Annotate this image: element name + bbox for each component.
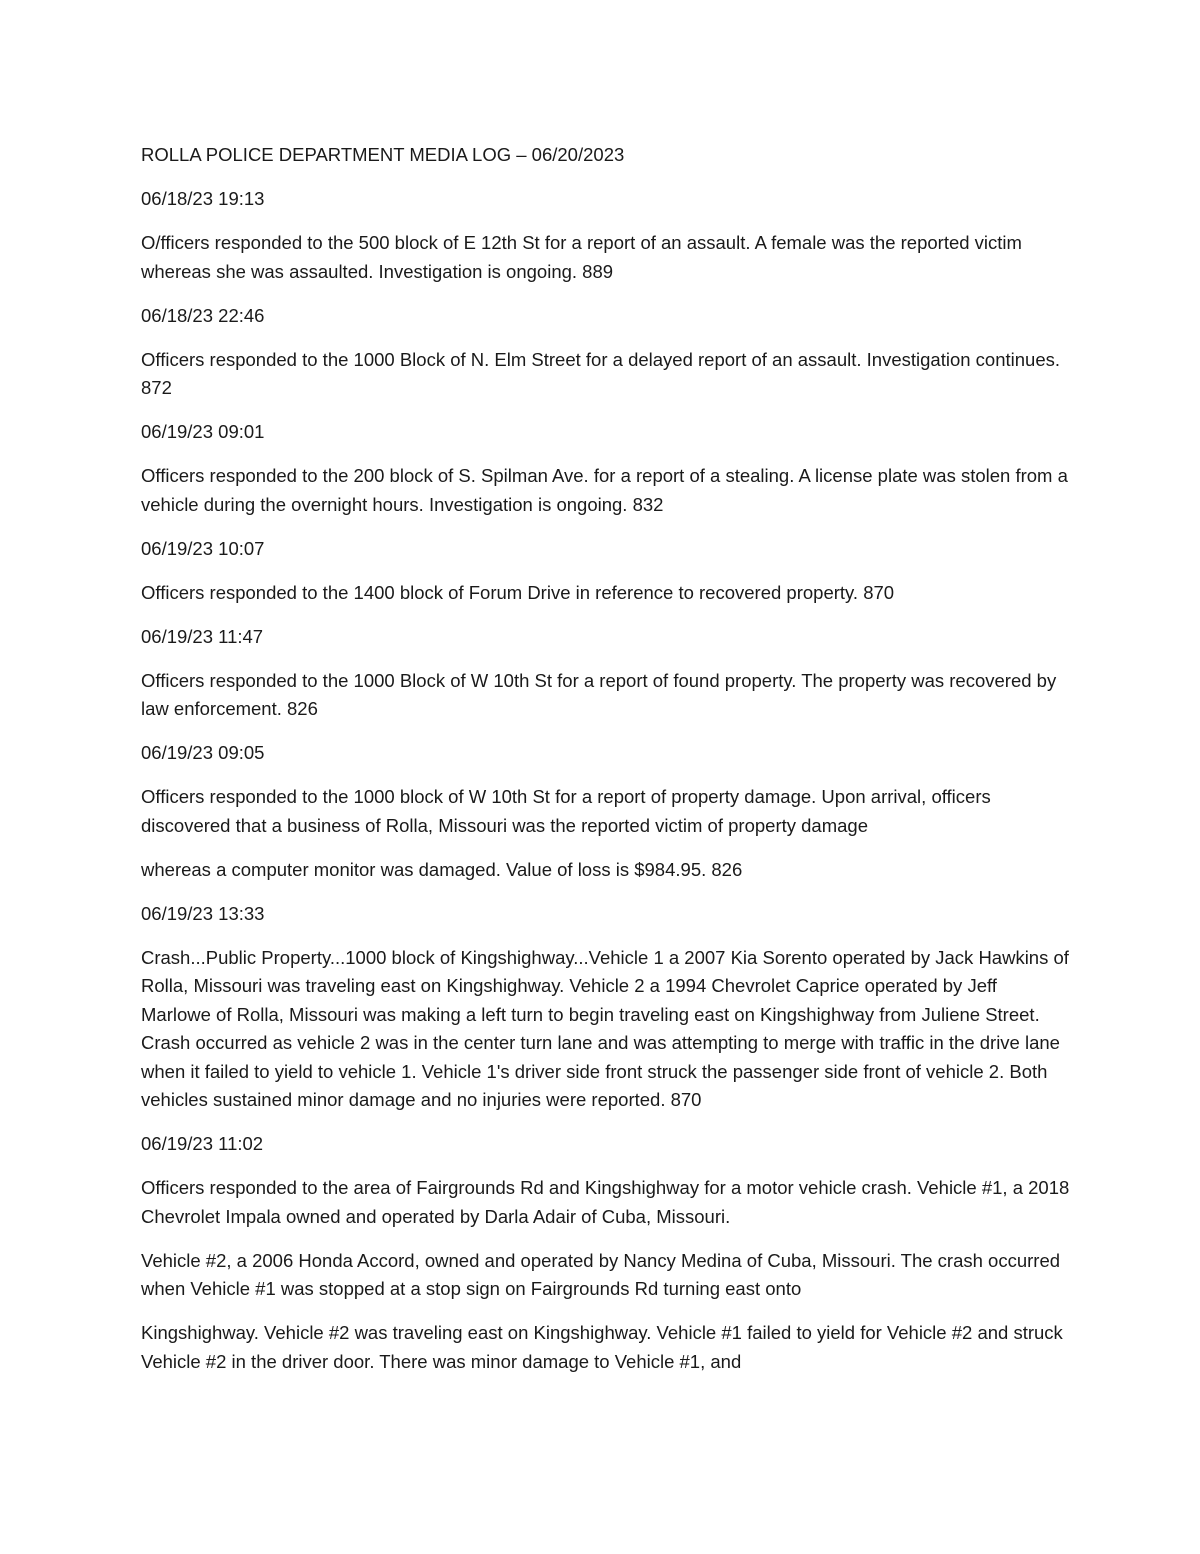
entry-text: Officers responded to the 1400 block of Forum Drive in reference to recovered property. 870: [141, 581, 895, 603]
log-entry: [141, 1130, 1071, 1376]
entry-timestamp: 06/19/23 11:47: [141, 625, 264, 647]
entry-timestamp: 06/19/23 13:33: [141, 902, 265, 924]
entry-text: O/fficers responded to the 500 block of E 12th St for a report of an assault. A female was the reported victim whereas she was assaulted. Investigation is ongoing. 889: [141, 232, 1022, 282]
entry-timestamp: 06/19/23 09:05: [141, 742, 265, 763]
entry-timestamp: 06/18/23 19:13: [141, 188, 265, 209]
entry-timestamp: 06/19/23 10:07: [141, 537, 265, 559]
entry-timestamp: 06/19/23 11:02: [141, 1133, 264, 1154]
log-entry: [141, 535, 1071, 608]
log-entry: [141, 418, 1071, 519]
document-title: ROLLA POLICE DEPARTMENT MEDIA LOG – 06/20/2023: [141, 144, 625, 165]
log-entry: [141, 302, 1071, 403]
entry-text: Officers responded to the 200 block of S. Spilman Ave. for a report of a stealing. A license plate was stolen from a vehicle during the overnight hours. Investigation is ongoing. 832: [141, 465, 1068, 515]
entry-text: Officers responded to the 1000 Block of W 10th St for a report of found property. The property was recovered by law enforcement. 826: [141, 669, 1057, 719]
log-entry: [141, 739, 1071, 884]
entry-text: Officers responded to the 1000 Block of N. Elm Street for a delayed report of an assault. Investigation continues. 872: [141, 348, 1061, 398]
entry-timestamp: 06/18/23 22:46: [141, 304, 265, 326]
log-entry: [141, 623, 1071, 724]
document-page: [141, 141, 1071, 1392]
log-entry: [141, 185, 1071, 286]
entry-text: Crash...Public Property...1000 block of Kingshighway...Vehicle 1 a 2007 Kia Sorento operated by Jack Hawkins of Rolla, Missouri was traveling east on Kingshighway. Vehicle 2 a 1994 Chevrolet Caprice operated by Jeff Marlowe of Rolla, Missouri was making a left turn to begin traveling east on Kingshighway from Juliene Street. Crash occurred as vehicle 2 was in the center turn lane and was attempting to merge with traffic in the drive lane when it failed to yield to vehicle 1. Vehicle 1's driver side front struck the passenger side front of vehicle 2. Both vehicles sustained minor damage and no injuries were reported. 870: [141, 946, 1069, 1110]
entry-text: Vehicle #2, a 2006 Honda Accord, owned and operated by Nancy Medina of Cuba, Missouri. The crash occurred when Vehicle #1 was stopped at a stop sign on Fairgrounds Rd turning east onto: [141, 1249, 1061, 1299]
entry-text: Officers responded to the area of Fairgrounds Rd and Kingshighway for a motor vehicle crash. Vehicle #1, a 2018 Chevrolet Impala owned and operated by Darla Adair of Cuba, Missouri.: [141, 1177, 1070, 1227]
entry-text: Officers responded to the 1000 block of W 10th St for a report of property damage. Upon arrival, officers discovered that a business of Rolla, Missouri was the reported victim of property damage: [141, 786, 991, 836]
entry-timestamp: 06/19/23 09:01: [141, 421, 265, 442]
log-entry: [141, 900, 1071, 1115]
entry-text: whereas a computer monitor was damaged. Value of loss is $984.95. 826: [141, 858, 743, 880]
entry-text: Kingshighway. Vehicle #2 was traveling east on Kingshighway. Vehicle #1 failed to yield for Vehicle #2 and struck Vehicle #2 in the driver door. There was minor damage to Vehicle #1, and: [141, 1322, 1063, 1372]
